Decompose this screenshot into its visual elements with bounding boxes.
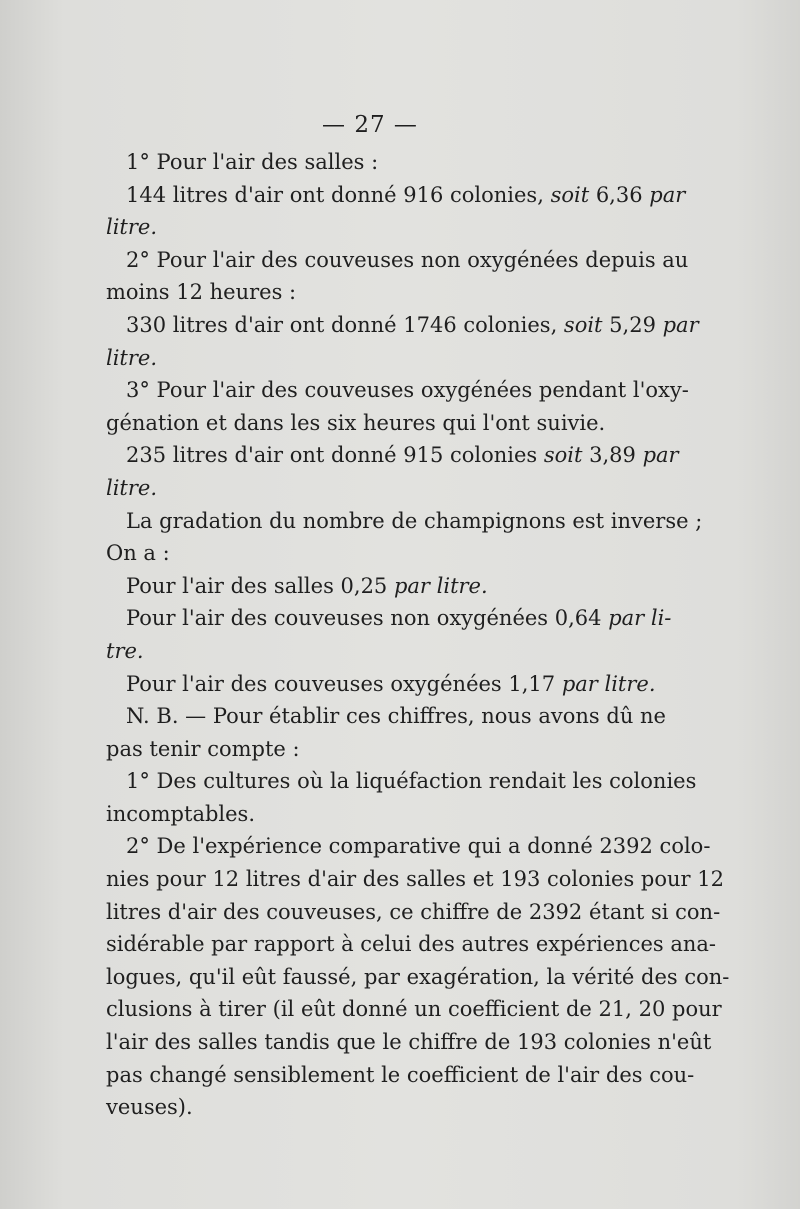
text-line: litre. xyxy=(106,345,158,370)
text-line: tre. xyxy=(106,638,144,663)
text-line: litre. xyxy=(106,215,158,240)
text-line: génation et dans les six heures qui l'ont suivie. xyxy=(106,410,606,435)
text-line: nies pour 12 litres d'air des salles et 193 colonies pour 12 xyxy=(106,867,724,892)
text-line: On a : xyxy=(106,541,170,566)
text-line: moins 12 heures : xyxy=(106,280,297,305)
text-line: pas tenir compte : xyxy=(106,736,300,761)
text-line: 1° Des cultures où la liquéfaction rendait les colonies xyxy=(126,769,697,794)
body-text xyxy=(106,146,730,1124)
text-line: litre. xyxy=(106,475,158,500)
text-line: 235 litres d'air ont donné 915 colonies soit 3,89 par xyxy=(126,443,679,468)
text-line: 330 litres d'air ont donné 1746 colonies, soit 5,29 par xyxy=(126,312,699,337)
page-number: — 27 — xyxy=(322,112,418,138)
text-line: 3° Pour l'air des couveuses oxygénées pendant l'oxy- xyxy=(126,378,689,403)
text-line: l'air des salles tandis que le chiffre de 193 colonies n'eût xyxy=(106,1030,712,1055)
text-line: incomptables. xyxy=(106,801,255,826)
text-line: logues, qu'il eût faussé, par exagération, la vérité des con- xyxy=(106,964,730,989)
text-line: sidérable par rapport à celui des autres expériences ana- xyxy=(106,932,716,957)
text-line: 1° Pour l'air des salles : xyxy=(126,150,379,174)
text-line: 2° Pour l'air des couveuses non oxygénées depuis au xyxy=(126,247,689,272)
text-line: pas changé sensiblement le coefficient de l'air des cou- xyxy=(106,1062,695,1087)
text-line: La gradation du nombre de champignons est inverse ; xyxy=(126,508,703,533)
text-line: N. B. — Pour établir ces chiffres, nous avons dû ne xyxy=(126,704,666,729)
text-line: veuses). xyxy=(106,1095,193,1120)
text-line: 2° De l'expérience comparative qui a donné 2392 colo- xyxy=(126,834,711,859)
text-line: Pour l'air des salles 0,25 par litre. xyxy=(126,573,488,598)
text-line: clusions à tirer (il eût donné un coefficient de 21, 20 pour xyxy=(106,997,722,1022)
text-line: Pour l'air des couveuses oxygénées 1,17 par litre. xyxy=(126,671,656,696)
text-line: Pour l'air des couveuses non oxygénées 0,64 par li- xyxy=(126,606,672,631)
text-line: 144 litres d'air ont donné 916 colonies, soit 6,36 par xyxy=(126,182,686,207)
text-line: litres d'air des couveuses, ce chiffre de 2392 étant si con- xyxy=(106,899,721,924)
